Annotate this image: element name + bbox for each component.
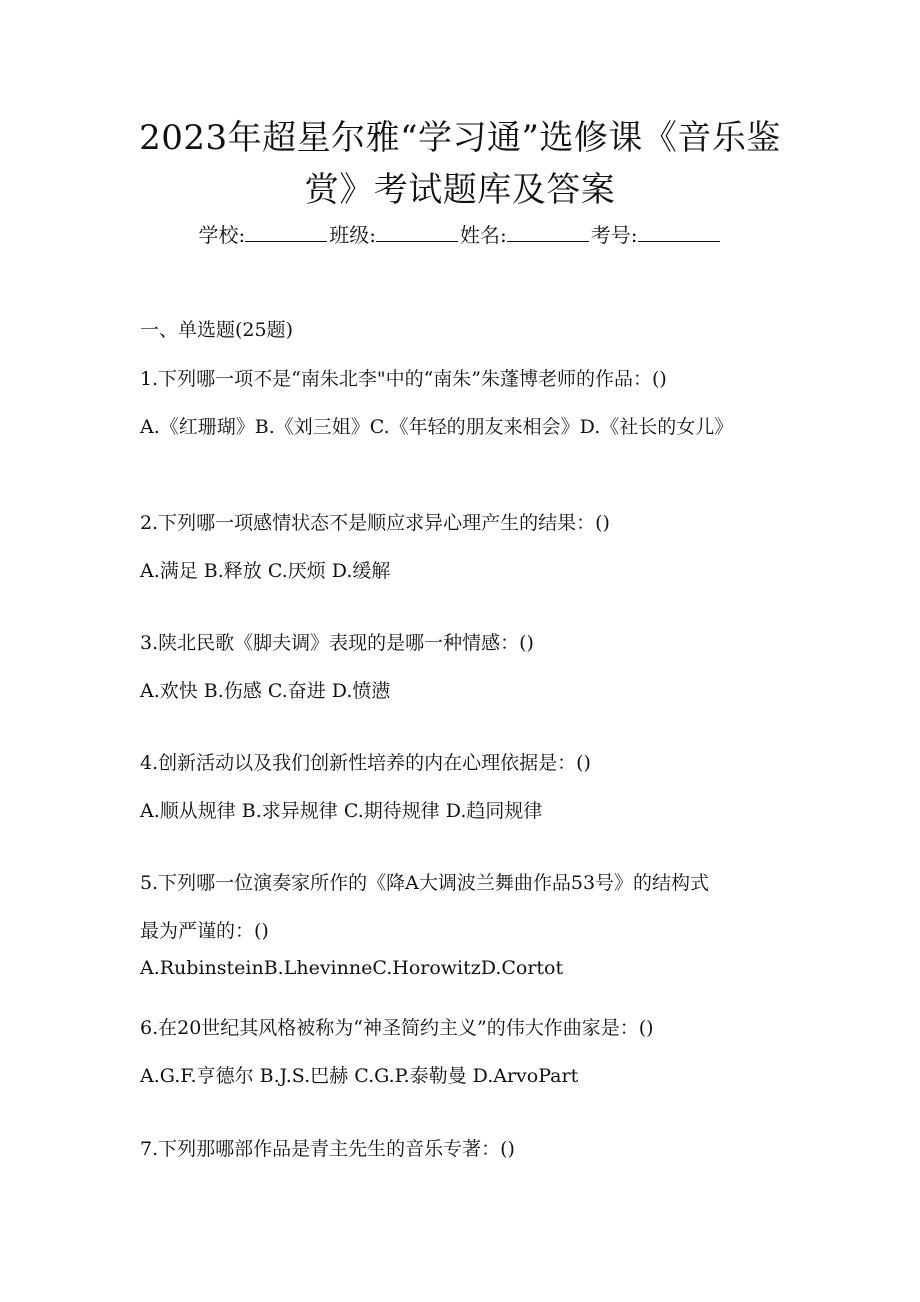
- title-line-1: 2023年超星尔雅“学习通”选修课《音乐鉴: [139, 118, 781, 158]
- question-1-options: A.《红珊瑚》B.《刘三姐》C.《年轻的朋友来相会》D.《社长的女儿》: [140, 416, 734, 438]
- question-2-options: A.满足 B.释放 C.厌烦 D.缓解: [140, 560, 391, 582]
- question-4-options: A.顺从规律 B.求异规律 C.期待规律 D.趋同规律: [140, 800, 543, 822]
- question-4: 4.创新活动以及我们创新性培养的内在心理依据是：(): [140, 752, 591, 774]
- class-blank: [376, 223, 458, 242]
- class-label: 班级:: [329, 223, 376, 247]
- question-6-options: A.G.F.亨德尔 B.J.S.巴赫 C.G.P.泰勒曼 D.ArvoPart: [140, 1065, 579, 1087]
- student-info-line: [0, 222, 920, 248]
- question-5-continued: 最为严谨的：(): [140, 920, 269, 942]
- question-1: 1.下列哪一项不是“南朱北李"中的“南朱”朱蓬博老师的作品：(): [140, 368, 667, 390]
- school-label: 学校:: [198, 223, 246, 247]
- title-line-2: 赏》考试题库及答案: [304, 170, 616, 210]
- question-2: 2.下列哪一项感情状态不是顺应求异心理产生的结果：(): [140, 512, 610, 534]
- number-label: 考号:: [590, 223, 638, 247]
- question-5-options: A.RubinsteinB.LhevinneC.HorowitzD.Cortot: [140, 957, 564, 979]
- question-3: 3.陕北民歌《脚夫调》表现的是哪一种情感：(): [140, 632, 534, 654]
- question-3-options: A.欢快 B.伤感 C.奋进 D.愤懑: [140, 680, 391, 702]
- number-blank: [638, 223, 720, 242]
- question-6: 6.在20世纪其风格被称为“神圣简约主义”的伟大作曲家是：(): [140, 1017, 654, 1039]
- school-blank: [245, 223, 327, 242]
- document-title: [120, 112, 800, 216]
- section-heading: 一、单选题(25题): [140, 319, 294, 341]
- question-7: 7.下列那哪部作品是青主先生的音乐专著：(): [140, 1138, 515, 1160]
- name-label: 姓名:: [460, 223, 507, 247]
- name-blank: [507, 223, 589, 242]
- question-5: 5.下列哪一位演奏家所作的《降A大调波兰舞曲作品53号》的结构式: [140, 872, 710, 894]
